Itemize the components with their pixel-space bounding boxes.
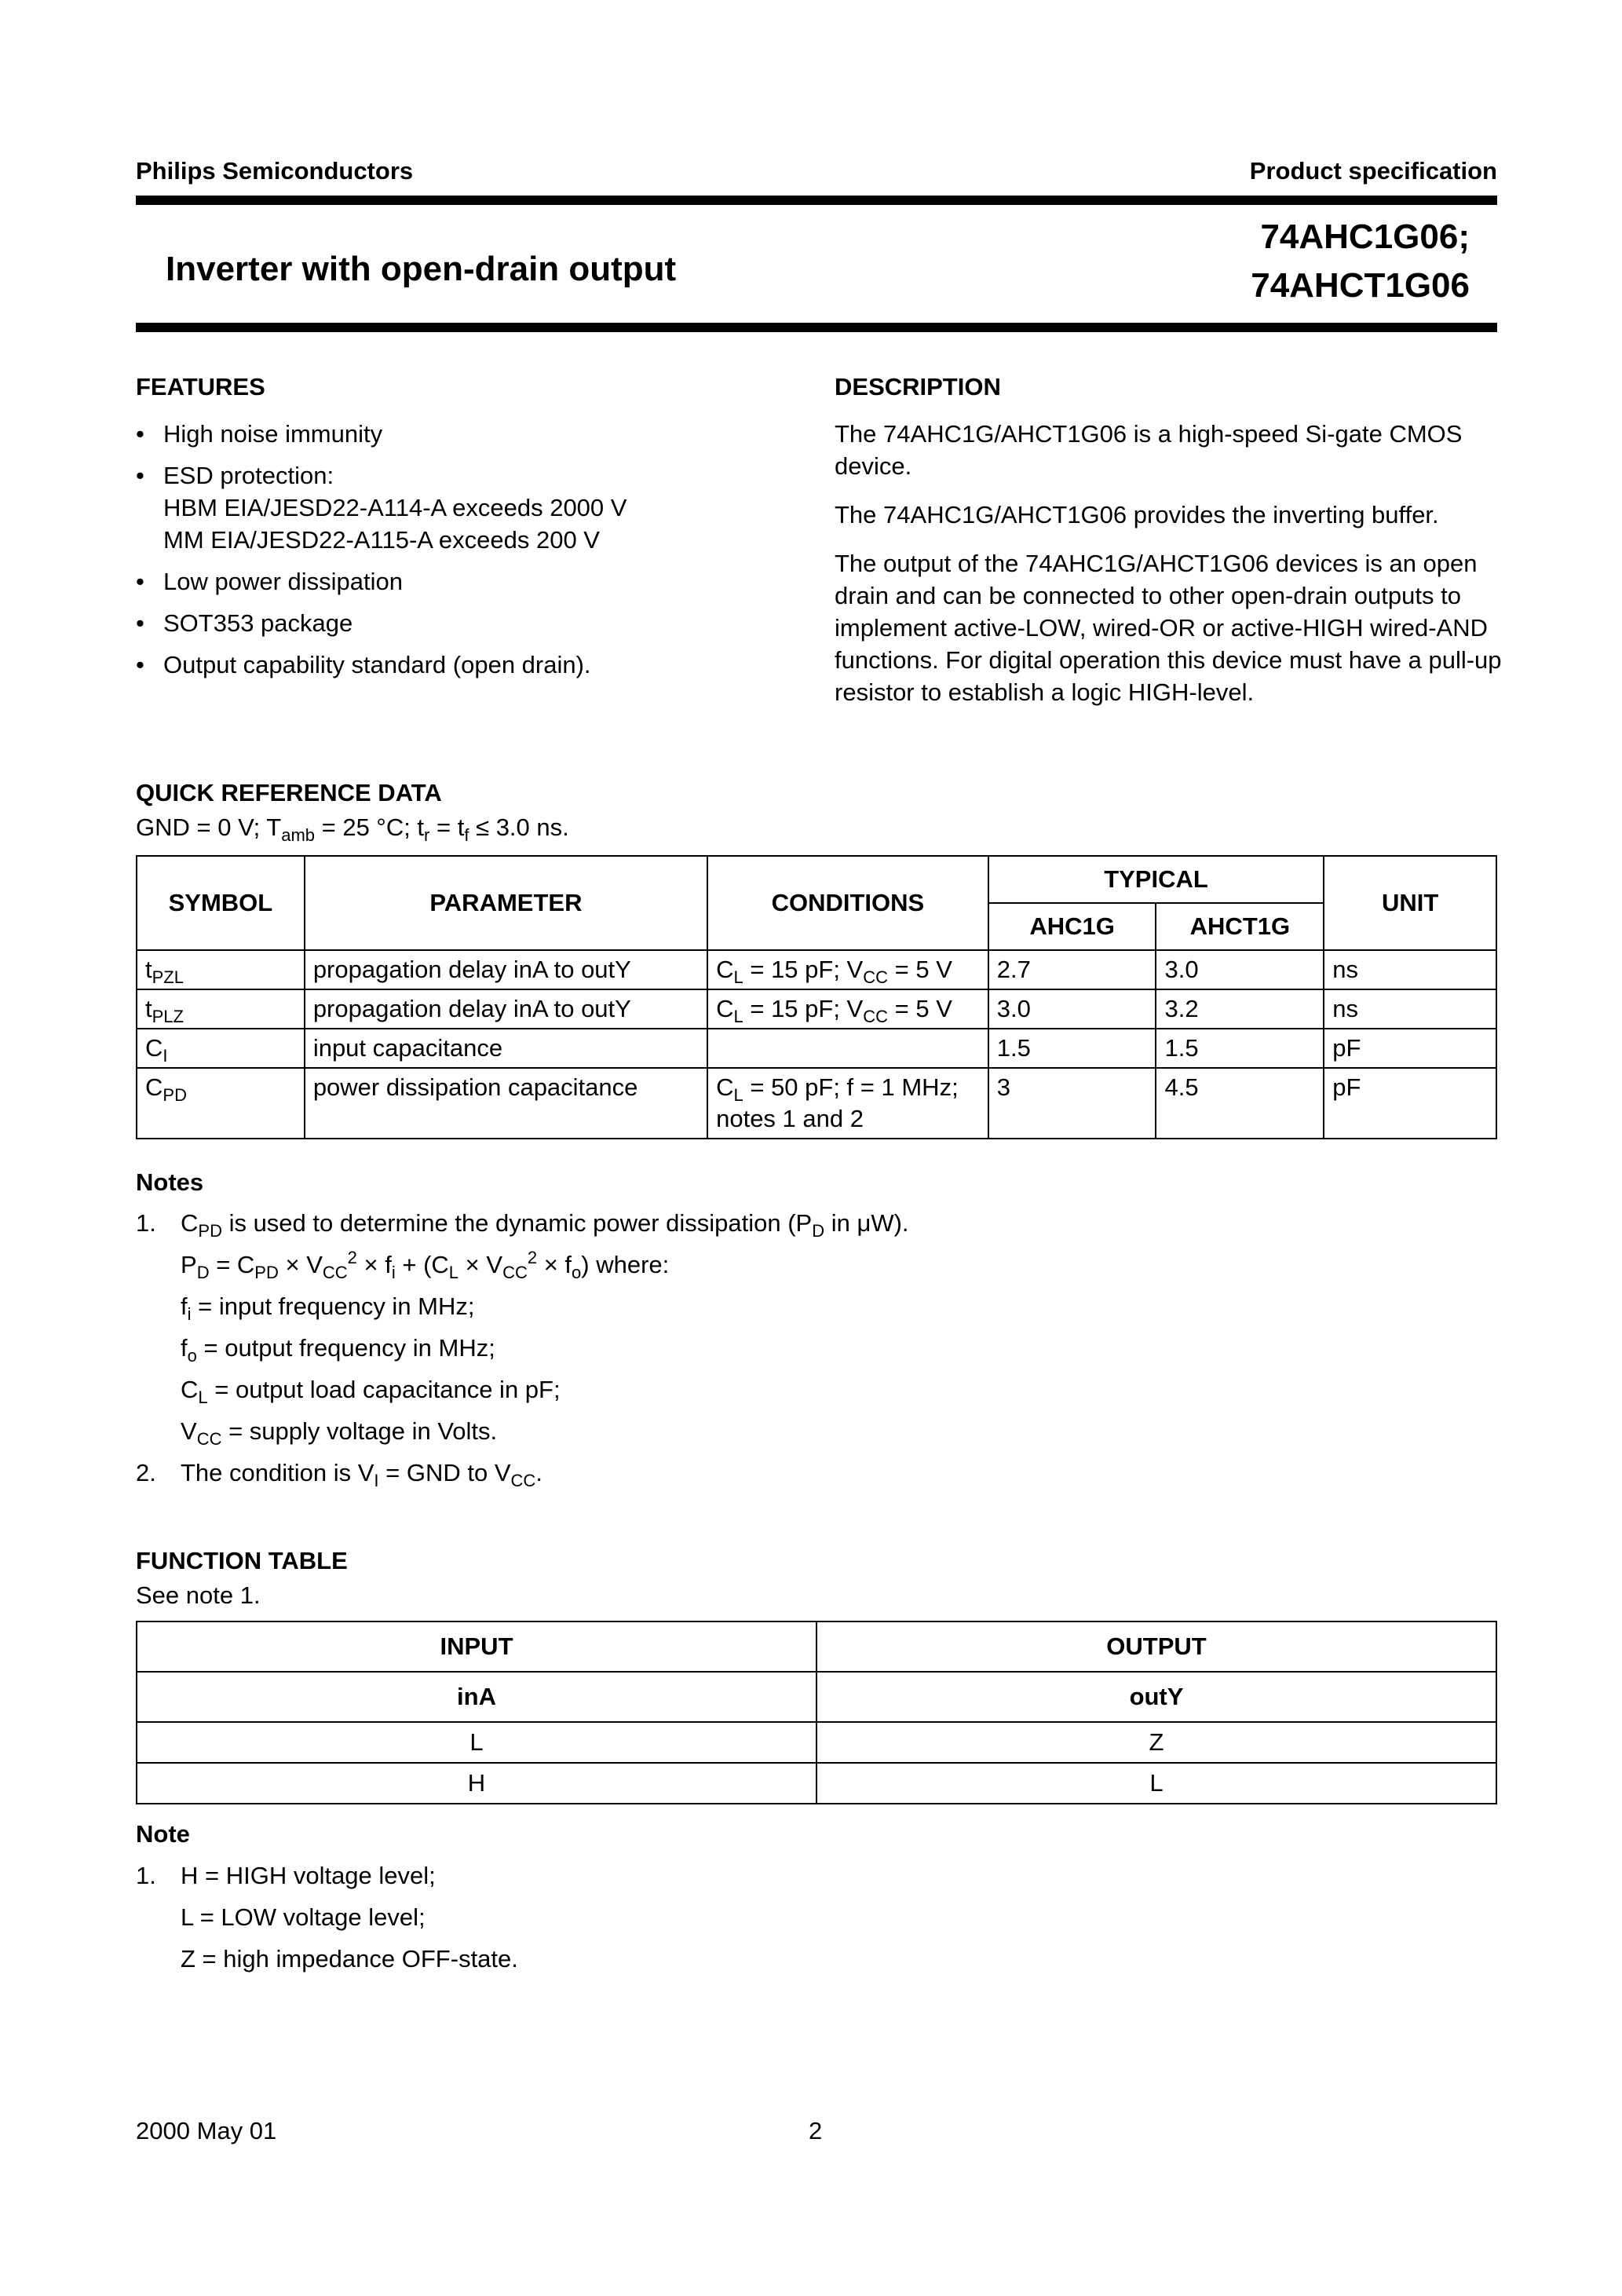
ahc-value: 3.0: [988, 989, 1156, 1029]
ahc-value: 3: [988, 1068, 1156, 1139]
symbol-cell: $C_I$: [137, 1029, 305, 1068]
header-rule-top: [136, 196, 1497, 205]
conditions-cell: $C_L = 50$ pF; f = 1 MHz; notes 1 and 2: [707, 1068, 988, 1139]
document-type: Product specification: [1249, 157, 1497, 185]
col-ahc1g: AHC1G: [988, 903, 1156, 950]
input-value: L: [137, 1722, 816, 1763]
ahct-value: 3.0: [1156, 950, 1324, 989]
notes-heading: Notes: [136, 1168, 204, 1196]
function-table: [136, 1621, 1497, 1804]
description-heading: DESCRIPTION: [835, 373, 1001, 400]
col-ina: inA: [137, 1672, 816, 1722]
table-row: [137, 950, 1496, 989]
unit-cell: pF: [1324, 1068, 1496, 1139]
note-2: 2. The condition is $V_I$ = GND to $V_{CC}$.: [136, 1459, 542, 1490]
col-parameter: PARAMETER: [305, 856, 707, 950]
col-conditions: CONDITIONS: [707, 856, 988, 950]
unit-cell: ns: [1324, 989, 1496, 1029]
feature-item: [136, 459, 780, 556]
table-row: [137, 1763, 1496, 1804]
notes-list: [136, 1202, 1470, 1493]
feature-item: • Output capability standard (open drain).: [136, 649, 780, 681]
page-title: Inverter with open-drain output: [166, 250, 677, 288]
col-ahct1g: AHCT1G: [1156, 903, 1324, 950]
features-list: [136, 418, 780, 690]
table-row: [137, 1068, 1496, 1139]
table-row: [137, 1722, 1496, 1763]
unit-cell: pF: [1324, 1029, 1496, 1068]
footer-date: 2000 May 01: [136, 2117, 277, 2144]
ahc-value: 1.5: [988, 1029, 1156, 1068]
table-row: [137, 989, 1496, 1029]
parameter-cell: propagation delay inA to outY: [305, 950, 707, 989]
features-heading: FEATURES: [136, 373, 265, 400]
description-text: [835, 418, 1502, 725]
table-row: [137, 1029, 1496, 1068]
part-number: [1251, 213, 1470, 310]
qrd-conditions: GND = 0 V; $T_{amb} = 25$ °C; $t_r = t_f \le 3.0$ ns.: [136, 813, 569, 845]
parameter-cell: propagation delay inA to outY: [305, 989, 707, 1029]
conditions-cell: $C_L = 15$ pF; $V_{CC} = 5$ V: [707, 989, 988, 1029]
feature-esd-mm: MM EIA/JESD22-A115-A exceeds 200 V: [163, 526, 600, 554]
col-output: OUTPUT: [816, 1621, 1496, 1672]
note-1-fo: $f_o$ = output frequency in MHz;: [181, 1334, 495, 1366]
ft-note-line: L = LOW voltage level;: [181, 1903, 426, 1931]
company-name: Philips Semiconductors: [136, 157, 414, 185]
feature-esd: • ESD protection:: [163, 462, 334, 489]
function-table-heading: FUNCTION TABLE: [136, 1547, 348, 1574]
ft-note-1: 1. H = HIGH voltage level;: [136, 1862, 436, 1889]
description-paragraph: The output of the 74AHC1G/AHCT1G06 devices is an open drain and can be connected to other open-drain outputs to implement active-LOW, wired-OR or active-HIGH wired-AND functions. For digital operation this device must have a pull-up resistor to establish a logic HIGH-level.: [835, 550, 1502, 706]
feature-esd-hbm: HBM EIA/JESD22-A114-A exceeds 2000 V: [163, 494, 627, 521]
col-typical: TYPICAL: [988, 856, 1324, 903]
header-rule-bottom: [136, 323, 1497, 332]
part-number-2: 74AHCT1G06: [1251, 266, 1470, 305]
ahc-value: 2.7: [988, 950, 1156, 989]
page-number: 2: [809, 2117, 823, 2144]
conditions-cell: $C_L = 15$ pF; $V_{CC} = 5$ V: [707, 950, 988, 989]
note-1-equation: $P_D = C_{PD} \times V_{CC}^2 \times f_i + (C_L \times V_{CC}^2 \times f_o)$ where:: [181, 1248, 670, 1282]
ft-note-heading: Note: [136, 1820, 190, 1848]
parameter-cell: input capacitance: [305, 1029, 707, 1068]
parameter-cell: power dissipation capacitance: [305, 1068, 707, 1139]
ft-note-list: [136, 1855, 1078, 1980]
qrd-heading: QUICK REFERENCE DATA: [136, 779, 442, 806]
output-value: Z: [816, 1722, 1496, 1763]
part-number-1: 74AHC1G06;: [1260, 218, 1470, 256]
ahct-value: 3.2: [1156, 989, 1324, 1029]
quick-reference-table: [136, 855, 1497, 1139]
function-table-see-note: See note 1.: [136, 1581, 261, 1609]
ahct-value: 4.5: [1156, 1068, 1324, 1139]
feature-item: • SOT353 package: [136, 607, 780, 639]
note-1-cl: $C_L$ = output load capacitance in pF;: [181, 1376, 561, 1407]
note-1-fi: $f_i$ = input frequency in MHz;: [181, 1292, 475, 1324]
feature-item: • High noise immunity: [136, 418, 780, 450]
note-1: 1. $C_{PD}$ is used to determine the dynamic power dissipation ($P_D$ in μW).: [136, 1209, 909, 1241]
feature-item: • Low power dissipation: [136, 565, 780, 598]
description-paragraph: The 74AHC1G/AHCT1G06 is a high-speed Si-gate CMOS device.: [835, 420, 1463, 480]
note-1-vcc: $V_{CC}$ = supply voltage in Volts.: [181, 1417, 498, 1449]
symbol-cell: $t_{PLZ}$: [137, 989, 305, 1029]
col-symbol: SYMBOL: [137, 856, 305, 950]
col-unit: UNIT: [1324, 856, 1496, 950]
symbol-cell: $t_{PZL}$: [137, 950, 305, 989]
symbol-cell: $C_{PD}$: [137, 1068, 305, 1139]
ft-note-line: Z = high impedance OFF-state.: [181, 1945, 518, 1972]
col-input: INPUT: [137, 1621, 816, 1672]
unit-cell: ns: [1324, 950, 1496, 989]
col-outy: outY: [816, 1672, 1496, 1722]
ahct-value: 1.5: [1156, 1029, 1324, 1068]
conditions-cell: [707, 1029, 988, 1068]
description-paragraph: The 74AHC1G/AHCT1G06 provides the inverting buffer.: [835, 501, 1439, 528]
input-value: H: [137, 1763, 816, 1804]
output-value: L: [816, 1763, 1496, 1804]
